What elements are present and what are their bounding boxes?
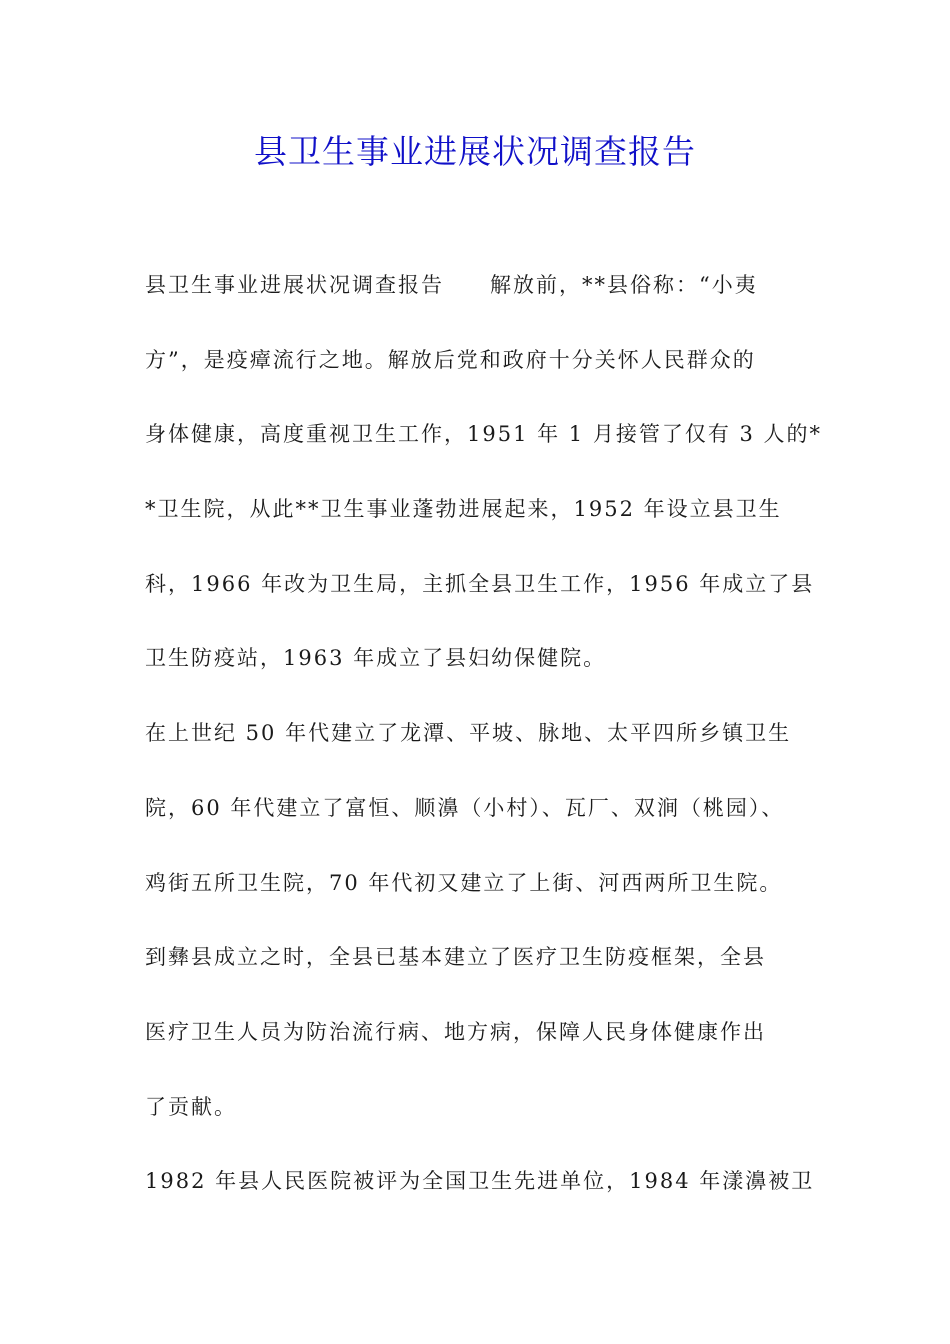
body-line: 院，60 年代建立了富恒、顺濞（小村）、瓦厂、双涧（桃园）、 [145,795,785,820]
body-line: 1982 年县人民医院被评为全国卫生先进单位，1984 年漾濞被卫 [145,1169,815,1194]
body-line: 了贡献。 [145,1094,237,1119]
body-line: 科，1966 年改为卫生局，主抓全县卫生工作，1956 年成立了县 [145,571,815,596]
body-line: 身体健康，高度重视卫生工作，1951 年 1 月接管了仅有 3 人的* [145,422,823,447]
body-line: 卫生防疫站，1963 年成立了县妇幼保健院。 [145,646,607,671]
body-line: 鸡街五所卫生院，70 年代初又建立了上街、河西两所卫生院。 [145,870,783,895]
body-line: 到彝县成立之时，全县已基本建立了医疗卫生防疫框架，全县 [145,945,766,970]
body-line: 在上世纪 50 年代建立了龙潭、平坡、脉地、太平四所乡镇卫生 [145,721,792,746]
body-line: 县卫生事业进展状况调查报告 解放前，**县俗称：“小夷 [145,273,758,297]
document-body [145,262,825,1233]
body-line: 方”，是疫瘴流行之地。解放后党和政府十分关怀人民群众的 [145,347,756,372]
body-line: 医疗卫生人员为防治流行病、地方病，保障人民身体健康作出 [145,1019,766,1044]
body-line: *卫生院，从此**卫生事业蓬勃进展起来，1952 年设立县卫生 [145,497,782,522]
document-title: 县卫生事业进展状况调查报告 [254,132,696,171]
